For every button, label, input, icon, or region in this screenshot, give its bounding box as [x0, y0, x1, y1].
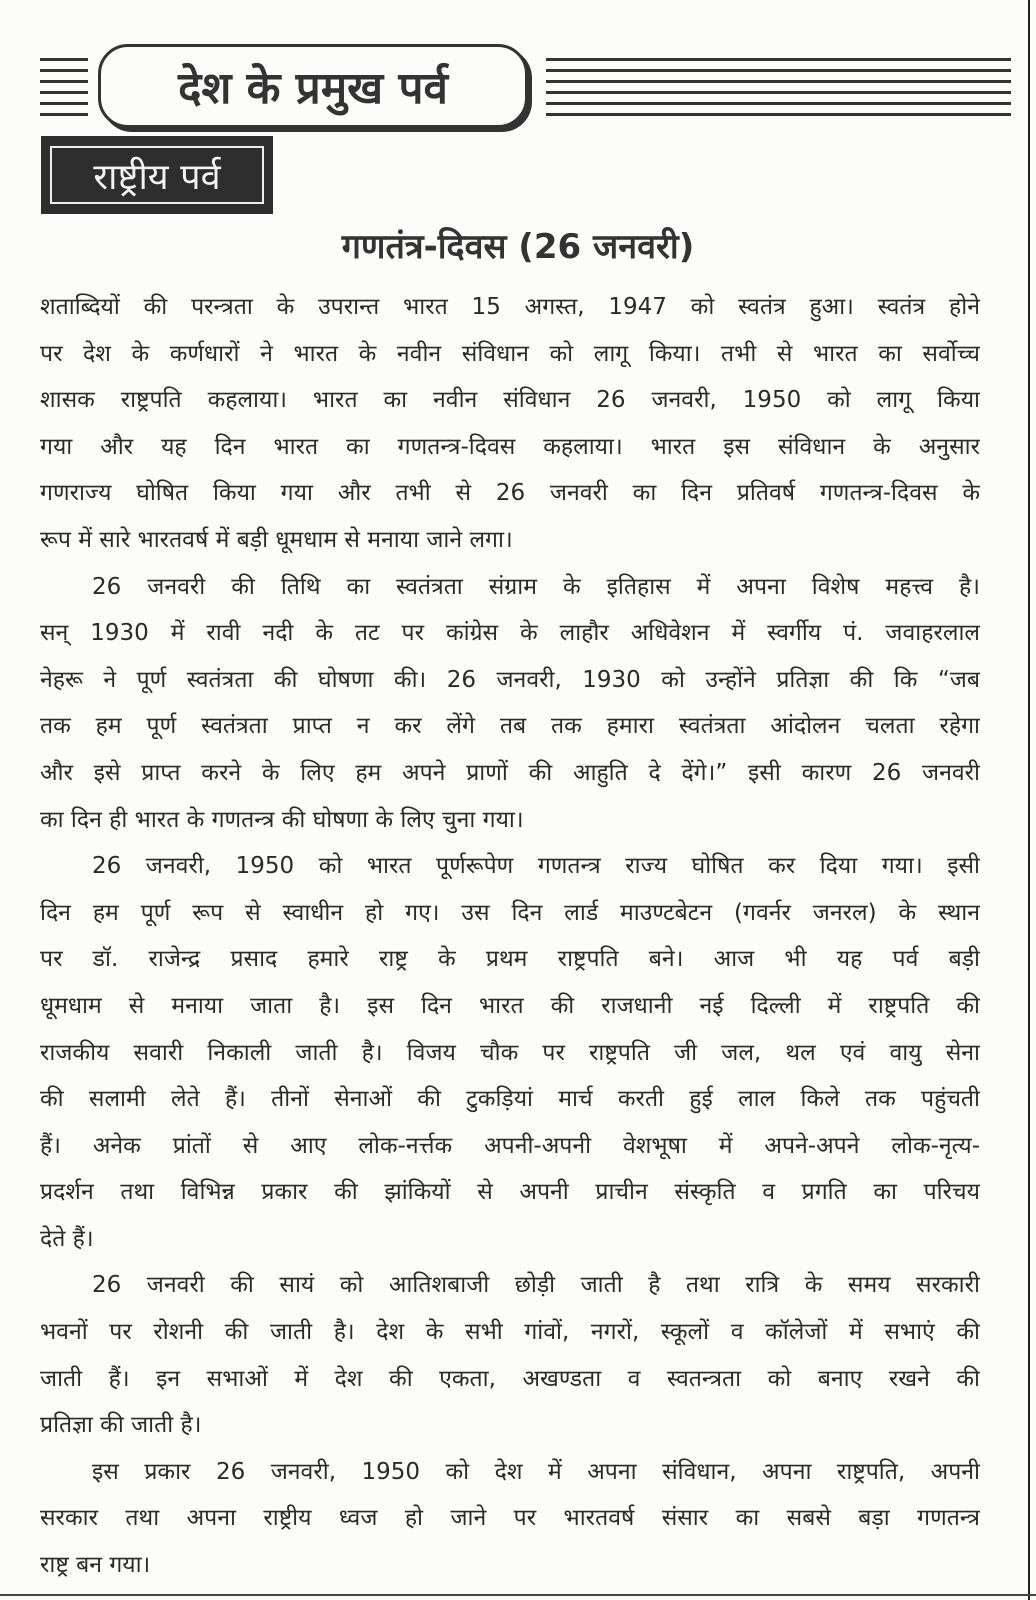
article-body [40, 284, 980, 1589]
paragraph-line: सरकार तथा अपना राष्ट्रीय ध्वज हो जाने पर भारतवर्ष संसार का सबसे बड़ा गणतन्त्र [40, 1505, 980, 1532]
paragraph-line: प्रदर्शन तथा विभिन्न प्रकार की झांकियों से अपनी प्राचीन संस्कृति व प्रगति का परिचय [40, 1179, 980, 1206]
paragraph-line: 26 जनवरी की सायं को आतिशबाजी छोड़ी जाती है तथा रात्रि के समय सरकारी [92, 1272, 980, 1299]
section-label: राष्ट्रीय पर्व [50, 146, 264, 204]
paragraph-line: गया और यह दिन भारत का गणतन्त्र-दिवस कहलाया। भारत इस संविधान के अनुसार [40, 433, 980, 460]
paragraph-line: 26 जनवरी की तिथि का स्वतंत्रता संग्राम के इतिहास में अपना विशेष महत्त्व है। [92, 573, 980, 600]
paragraph-line: इस प्रकार 26 जनवरी, 1950 को देश में अपना संविधान, अपना राष्ट्रपति, अपनी [92, 1458, 980, 1485]
paragraph-line: देते हैं। [40, 1225, 94, 1252]
paragraph-line: 26 जनवरी, 1950 को भारत पूर्णरूपेण गणतन्त्र राज्य घोषित कर दिया गया। इसी [92, 853, 980, 880]
paragraph-line: पर डॉ. राजेन्द्र प्रसाद हमारे राष्ट्र के प्रथम राष्ट्रपति बने। आज भी यह पर्व बड़ी [40, 946, 980, 973]
paragraph-line: रूप में सारे भारतवर्ष में बड़ी धूमधाम से मनाया जाने लगा। [40, 526, 513, 553]
paragraph-line: प्रतिज्ञा की जाती है। [40, 1412, 202, 1439]
section-badge [41, 136, 273, 214]
paragraph-line: और इसे प्राप्त करने के लिए हम अपने प्राणों की आहुति दे देंगे।” इसी कारण 26 जनवरी [40, 759, 980, 786]
page-border-bottom [0, 1594, 1036, 1596]
paragraph-line: हैं। अनेक प्रांतों से आए लोक-नर्त्तक अपनी-अपनी वेशभूषा में अपने-अपने लोक-नृत्य- [40, 1132, 980, 1159]
paragraph-line: दिन हम पूर्ण रूप से स्वाधीन हो गए। उस दिन लार्ड माउण्टबेटन (गवर्नर जनरल) के स्थान [40, 899, 980, 926]
paragraph-line: पर देश के कर्णधारों ने भारत के नवीन संविधान को लागू किया। तभी से भारत का सर्वोच्च [40, 340, 980, 367]
paragraph-line: की सलामी लेते हैं। तीनों सेनाओं की टुकड़ियां मार्च करती हुई लाल किले तक पहुंचती [40, 1086, 980, 1113]
paragraph-line: सन् 1930 में रावी नदी के तट पर कांग्रेस के लाहौर अधिवेशन में स्वर्गीय पं. जवाहरलाल [40, 620, 980, 647]
paragraph-line: का दिन ही भारत के गणतन्त्र की घोषणा के लिए चुना गया। [40, 806, 524, 833]
paragraph-line: राष्ट्र बन गया। [40, 1552, 151, 1579]
paragraph-line: भवनों पर रोशनी की जाती है। देश के सभी गांवों, नगरों, स्कूलों व कॉलेजों में सभाएं की [40, 1319, 980, 1346]
paragraph-line: तक हम पूर्ण स्वतंत्रता प्राप्त न कर लेंगे तब तक हमारा स्वतंत्रता आंदोलन चलता रहेगा [40, 713, 980, 740]
chapter-banner: देश के प्रमुख पर्व [98, 44, 528, 128]
paragraph-line: जाती हैं। इन सभाओं में देश की एकता, अखण्डता व स्वतन्त्रता को बनाए रखने की [40, 1365, 980, 1392]
paragraph-line: शासक राष्ट्रपति कहलाया। भारत का नवीन संविधान 26 जनवरी, 1950 को लागू किया [40, 387, 980, 414]
paragraph-line: राजकीय सवारी निकाली जाती है। विजय चौक पर राष्ट्रपति जी जल, थल एवं वायु सेना [40, 1039, 980, 1066]
decorative-lines-right [546, 58, 1011, 124]
paragraph-line: नेहरू ने पूर्ण स्वतंत्रता की घोषणा की। 26 जनवरी, 1930 को उन्होंने प्रतिज्ञा की कि “जब [40, 666, 980, 693]
paragraph-line: गणराज्य घोषित किया गया और तभी से 26 जनवरी का दिन प्रतिवर्ष गणतन्त्र-दिवस के [40, 480, 980, 507]
paragraph-line: धूमधाम से मनाया जाता है। इस दिन भारत की राजधानी नई दिल्ली में राष्ट्रपति की [40, 992, 980, 1019]
paragraph-line: शताब्दियों की परन्त्रता के उपरान्त भारत 15 अगस्त, 1947 को स्वतंत्र हुआ। स्वतंत्र होने [40, 294, 980, 320]
article-title: गणतंत्र-दिवस (26 जनवरी) [341, 227, 695, 267]
decorative-lines-left [40, 58, 88, 124]
